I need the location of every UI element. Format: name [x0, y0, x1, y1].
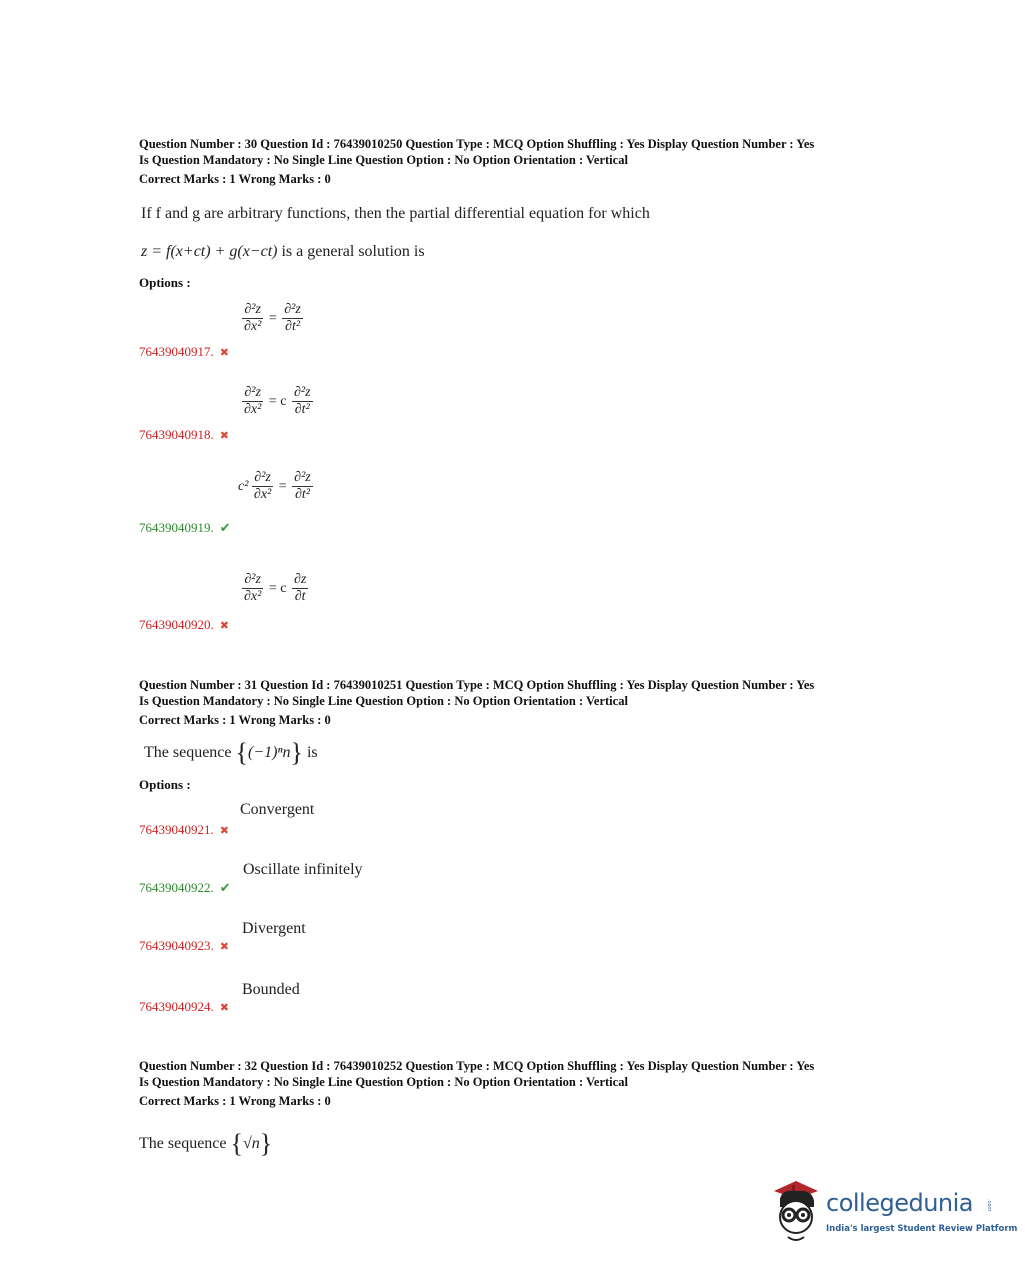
check-mark-icon: ✔ [219, 880, 231, 895]
q30-option4[interactable] [139, 617, 229, 633]
q30-option2-id: 76439040918. [139, 427, 214, 442]
q31-option3-text: Divergent [242, 920, 306, 937]
q32-marks: Correct Marks : 1 Wrong Marks : 0 [139, 1094, 331, 1108]
q31-option1-text: Convergent [240, 801, 315, 818]
q30-option3-id: 76439040919. [139, 520, 214, 535]
q31-option4-id: 76439040924. [139, 999, 214, 1014]
q31-option2[interactable] [139, 880, 231, 896]
q31-option3[interactable] [139, 938, 229, 954]
q30-option3-equation: c² $\frac{\text{∂²z}}{\text{∂x²}}$ = $\frac{\text{∂²z}}{\text{∂t²}}$ [238, 470, 311, 502]
q31-meta [139, 677, 814, 728]
q30-option2[interactable] [139, 427, 229, 443]
mascot-icon [768, 1177, 824, 1247]
q31-sequence-expression: (−1)ⁿn [248, 744, 291, 761]
collegedunia-logo[interactable] [768, 1177, 1018, 1247]
q32-text: The sequence {√n} [139, 1129, 273, 1158]
q31-marks: Correct Marks : 1 Wrong Marks : 0 [139, 713, 331, 727]
wrong-mark-icon: ✖ [219, 1002, 229, 1014]
q30-option2-equation: $\frac{\text{∂²z}}{\text{∂x²}}$ = c $\frac{\text{∂²z}}{\text{∂t²}}$ [244, 385, 311, 417]
q32-text-prefix: The sequence [139, 1135, 227, 1152]
wrong-mark-icon: ✖ [219, 620, 229, 632]
q30-option3[interactable] [139, 520, 231, 536]
q31-text-suffix: is [306, 744, 318, 761]
q32-meta-line2: Is Question Mandatory : No Single Line Question Option : No Option Orientation : Vertical [139, 1075, 628, 1089]
q30-meta-line1: Question Number : 30 Question Id : 76439010250 Question Type : MCQ Option Shuffling : Yes Display Question Number : Yes [139, 137, 815, 151]
logo-tagline: India's largest Student Review Platform [826, 1224, 1018, 1234]
q31-text: The sequence {(−1)ⁿn} is [144, 738, 318, 767]
q30-options-label: Options : [139, 275, 191, 290]
q30-meta-line2: Is Question Mandatory : No Single Line Question Option : No Option Orientation : Vertical [139, 153, 628, 167]
q31-options-label: Options : [139, 777, 191, 792]
q30-option1-equation: $\frac{\text{∂²z}}{\text{∂x²}}$ = $\frac{\text{∂²z}}{\text{∂t²}}$ [244, 302, 301, 334]
q30-meta [139, 136, 814, 187]
wrong-mark-icon: ✖ [219, 825, 229, 837]
q31-option2-id: 76439040922. [139, 880, 214, 895]
q31-option4-text: Bounded [242, 981, 300, 998]
q30-option4-id: 76439040920. [139, 617, 214, 632]
wrong-mark-icon: ✖ [219, 347, 229, 359]
q32-meta-line1: Question Number : 32 Question Id : 76439010252 Question Type : MCQ Option Shuffling : Yes Display Question Number : Yes [139, 1059, 815, 1073]
q30-text-line2-rest: is a general solution is [281, 243, 425, 260]
q31-meta-line2: Is Question Mandatory : No Single Line Question Option : No Option Orientation : Vertical [139, 694, 628, 708]
q30-text-line1: If f and g are arbitrary functions, then the partial differential equation for which [141, 205, 650, 222]
q30-option1[interactable] [139, 344, 229, 360]
q31-option2-text: Oscillate infinitely [243, 861, 363, 878]
q31-text-prefix: The sequence [144, 744, 232, 761]
q31-option3-id: 76439040923. [139, 938, 214, 953]
q30-option4-equation: $\frac{\text{∂²z}}{\text{∂x²}}$ = c $\frac{\partial z}{\partial t}$ [244, 572, 307, 604]
wrong-mark-icon: ✖ [219, 941, 229, 953]
q31-option1[interactable] [139, 822, 229, 838]
q31-option4[interactable] [139, 999, 229, 1015]
logo-name: collegedunia [826, 1189, 974, 1217]
q31-meta-line1: Question Number : 31 Question Id : 76439010251 Question Type : MCQ Option Shuffling : Yes Display Question Number : Yes [139, 678, 815, 692]
q30-text-line2 [141, 243, 425, 261]
q32-meta [139, 1058, 814, 1109]
check-mark-icon: ✔ [219, 520, 231, 535]
logo-domain: .com [986, 1199, 992, 1212]
q30-option1-id: 76439040917. [139, 344, 214, 359]
q32-sequence-expression: √n [243, 1135, 260, 1152]
q30-marks: Correct Marks : 1 Wrong Marks : 0 [139, 172, 331, 186]
wrong-mark-icon: ✖ [219, 430, 229, 442]
q30-general-solution-equation: z = f(x+ct) + g(x−ct) [141, 243, 278, 260]
q31-option1-id: 76439040921. [139, 822, 214, 837]
